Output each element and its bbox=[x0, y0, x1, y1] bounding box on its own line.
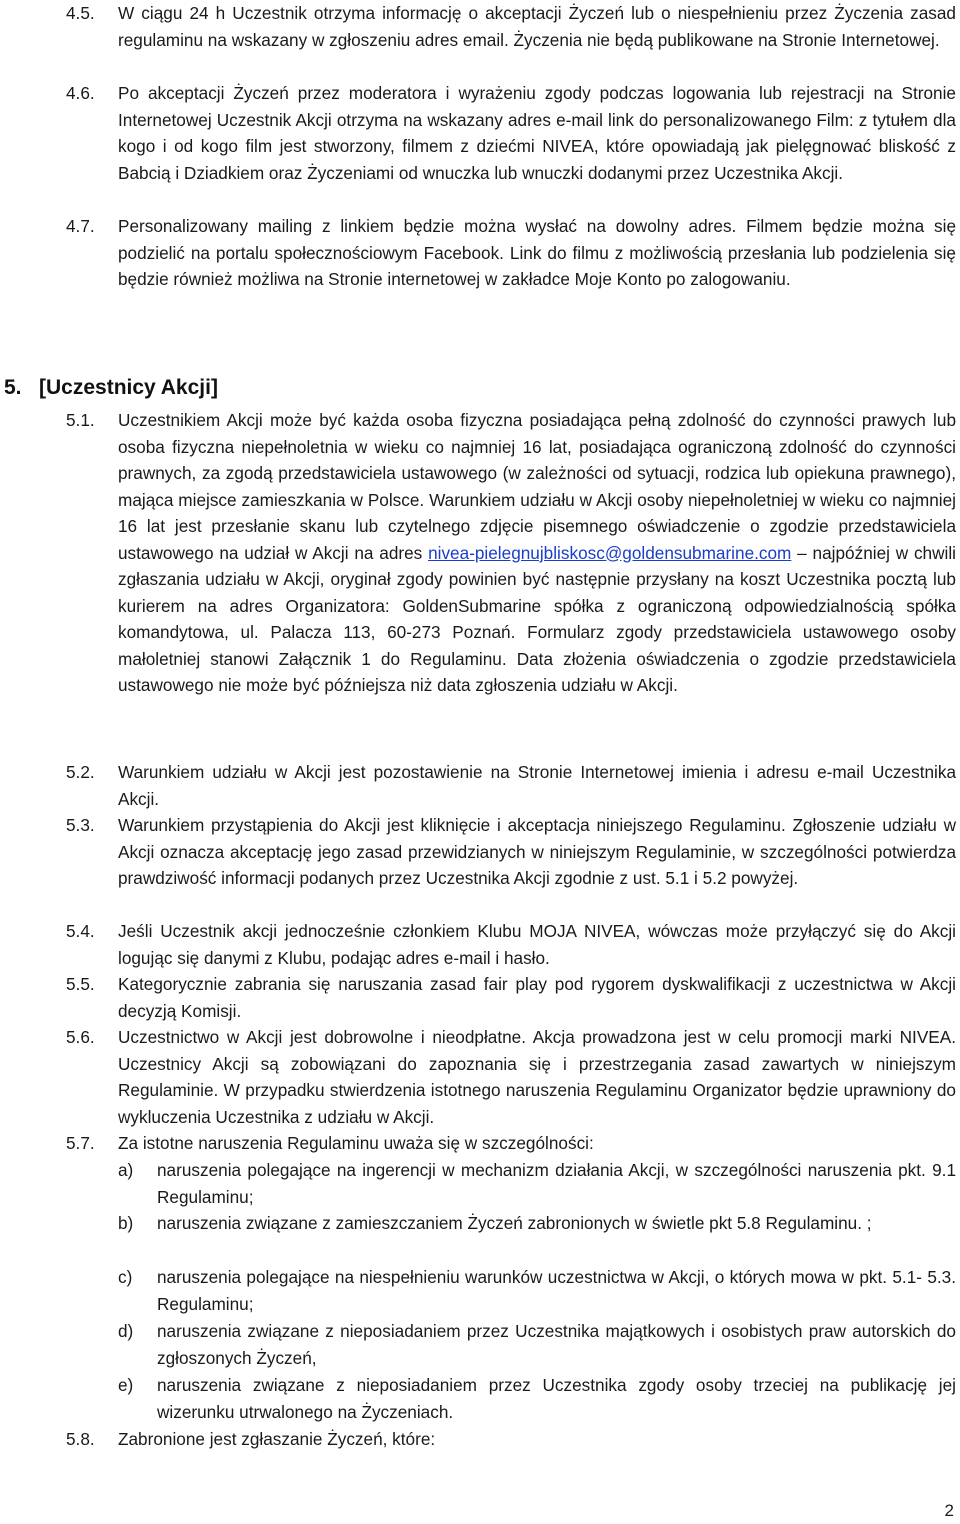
email-link[interactable]: nivea-pielegnujbliskosc@goldensubmarine.com bbox=[428, 542, 792, 563]
paragraph-number: 4.7. bbox=[66, 216, 95, 236]
paragraph-5-2 bbox=[0, 759, 960, 812]
list-text: naruszenia związane z zamieszczaniem Życzeń zabronionych w świetle pkt 5.8 Regulaminu. ; bbox=[157, 1213, 872, 1233]
list-letter: c) bbox=[118, 1267, 133, 1287]
list-item-a bbox=[0, 1157, 960, 1210]
paragraph-5-1 bbox=[0, 407, 960, 759]
paragraph-number: 5.6. bbox=[66, 1027, 95, 1047]
paragraph-5-4 bbox=[0, 918, 960, 971]
paragraph-4-5 bbox=[0, 0, 960, 80]
paragraph-number: 5.1. bbox=[66, 410, 95, 430]
list-text: naruszenia związane z nieposiadaniem przez Uczestnika majątkowych i osobistych praw autorskich do zgłoszonych Życzeń, bbox=[157, 1321, 956, 1368]
paragraph-text bbox=[118, 407, 956, 699]
paragraph-5-8 bbox=[0, 1426, 960, 1453]
section-number: 5. bbox=[4, 376, 22, 399]
paragraph-number: 5.4. bbox=[66, 921, 95, 941]
list-letter: a) bbox=[118, 1160, 134, 1180]
list-text: naruszenia związane z nieposiadaniem przez Uczestnika zgody osoby trzeciej na publikację jej wizerunku utrwalonego na Życzeniach. bbox=[157, 1375, 956, 1422]
list-letter: b) bbox=[118, 1213, 134, 1233]
paragraph-number: 5.3. bbox=[66, 815, 95, 835]
list-item-e bbox=[0, 1372, 960, 1425]
paragraph-text: W ciągu 24 h Uczestnik otrzyma informację o akceptacji Życzeń lub o niespełnieniu przez Życzenia zasad regulaminu na wskazany w zgłoszeniu adres email. Życzenia nie będą publikowane na Stronie Internetowej. bbox=[118, 3, 956, 50]
section-heading bbox=[4, 373, 218, 403]
paragraph-text: Za istotne naruszenia Regulaminu uważa się w szczególności: bbox=[118, 1133, 594, 1153]
list-item-d bbox=[0, 1318, 960, 1371]
paragraph-number: 5.8. bbox=[66, 1429, 95, 1449]
paragraph-5-3 bbox=[0, 812, 960, 918]
paragraph-text: Warunkiem udziału w Akcji jest pozostawienie na Stronie Internetowej imienia i adresu e-mail Uczestnika Akcji. bbox=[118, 762, 956, 809]
paragraph-number: 4.6. bbox=[66, 83, 95, 103]
paragraph-text: Zabronione jest zgłaszanie Życzeń, które: bbox=[118, 1429, 436, 1449]
paragraph-text: Uczestnictwo w Akcji jest dobrowolne i nieodpłatne. Akcja prowadzona jest w celu promocji marki NIVEA. Uczestnicy Akcji są zobowiązani do zapoznania się i przestrzegania zasad zawartych w niniejszym Regulaminie. W przypadku stwierdzenia istotnego naruszenia Regulaminu Organizator będzie uprawniony do wykluczenia Uczestnika z udziału w Akcji. bbox=[118, 1027, 956, 1127]
paragraph-5-7 bbox=[0, 1130, 960, 1157]
list-letter: d) bbox=[118, 1321, 134, 1341]
paragraph-number: 5.5. bbox=[66, 974, 95, 994]
paragraph-5-5 bbox=[0, 971, 960, 1024]
list-item-c bbox=[0, 1264, 960, 1317]
page-number: 2 bbox=[944, 1501, 954, 1520]
text-after-link: – najpóźniej w chwili zgłaszania udziału w Akcji, oryginał zgody powinien być następnie przysłany na koszt Uczestnika pocztą lub kurierem na adres Organizatora: GoldenSubmarine spółka z ograniczoną odpowiedzialnością spółka komandytowa, ul. Palacza 113, 60-273 Poznań. Formularz zgody przedstawiciela ustawowego osoby małoletniej stanowi Załącznik 1 do Regulaminu. Data złożenia oświadczenia o zgodzie przedstawiciela ustawowego nie może być późniejsza niż data zgłoszenia udziału w Akcji. bbox=[118, 542, 956, 695]
text-before-link: Uczestnikiem Akcji może być każda osoba fizyczna posiadająca pełną zdolność do czynności prawych lub osoba fizyczna niepełnoletnia w wieku co najmniej 16 lat, posiadająca ograniczoną zdolność do czynności prawnych, za zgodą przedstawiciela ustawowego (w zależności od sytuacji, rodzica lub opiekuna prawnego), mająca miejsce zamieszkania w Polsce. Warunkiem udziału w Akcji osoby niepełnoletniej w wieku co najmniej 16 lat jest przesłanie skanu lub czytelnego zdjęcie pisemnego oświadczenie o zgodzie przedstawiciela ustawowego na udział w Akcji na adres bbox=[118, 410, 956, 563]
paragraph-number: 5.7. bbox=[66, 1133, 95, 1153]
paragraph-number: 5.2. bbox=[66, 762, 95, 782]
list-text: naruszenia polegające na ingerencji w mechanizm działania Akcji, w szczególności naruszenia pkt. 9.1 Regulaminu; bbox=[157, 1160, 956, 1207]
paragraph-text: Warunkiem przystąpienia do Akcji jest kliknięcie i akceptacja niniejszego Regulaminu. Zgłoszenie udziału w Akcji oznacza akceptację jego zasad przewidzianych w niniejszym Regulaminie, w szczególności potwierdza prawdziwość informacji podanych przez Uczestnika Akcji zgodnie z ust. 5.1 i 5.2 powyżej. bbox=[118, 815, 956, 888]
paragraph-text: Personalizowany mailing z linkiem będzie można wysłać na dowolny adres. Filmem będzie można się podzielić na portalu społecznościowym Facebook. Link do filmu z możliwością przesłania lub podzielenia się będzie również możliwa na Stronie internetowej w zakładce Moje Konto po zalogowaniu. bbox=[118, 216, 956, 289]
paragraph-text: Jeśli Uczestnik akcji jednocześnie członkiem Klubu MOJA NIVEA, wówczas może przyłączyć się do Akcji logując się danymi z Klubu, podając adres e-mail i hasło. bbox=[118, 921, 956, 968]
list-letter: e) bbox=[118, 1375, 134, 1395]
section-title: [Uczestnicy Akcji] bbox=[39, 376, 218, 399]
paragraph-4-6 bbox=[0, 80, 960, 213]
paragraph-5-6 bbox=[0, 1024, 960, 1130]
paragraph-text: Po akceptacji Życzeń przez moderatora i wyrażeniu zgody podczas logowania lub rejestracji na Stronie Internetowej Uczestnik Akcji otrzyma na wskazany adres e-mail link do personalizowanego Film: z tytułem dla kogo i od kogo film jest stworzony, filmem z dziećmi NIVEA, które opowiadają jak pielęgnować bliskość z Babcią i Dziadkiem oraz Życzeniami od wnuczka lub wnuczki dodanymi przez Uczestnika Akcji. bbox=[118, 83, 956, 183]
paragraph-text: Kategorycznie zabrania się naruszania zasad fair play pod rygorem dyskwalifikacji z uczestnictwa w Akcji decyzją Komisji. bbox=[118, 974, 956, 1021]
list-text: naruszenia polegające na niespełnieniu warunków uczestnictwa w Akcji, o których mowa w pkt. 5.1- 5.3. Regulaminu; bbox=[157, 1267, 956, 1314]
paragraph-number: 4.5. bbox=[66, 3, 95, 23]
list-item-b bbox=[0, 1210, 960, 1263]
paragraph-4-7 bbox=[0, 213, 960, 319]
